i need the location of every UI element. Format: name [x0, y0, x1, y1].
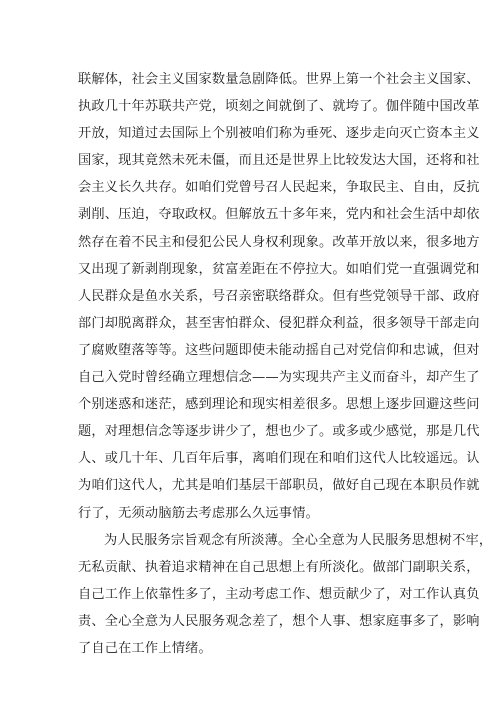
text-line: 责、全心全意为人民服务观念差了，想个人事、想家庭事多了，影响 — [78, 613, 480, 629]
text-line: 剥削、压迫，夺取政权。但解放五十多年来，党内和社会生活中却依 — [78, 207, 480, 223]
text-line: 个别迷惑和迷茫，感到理论和现实相差很多。思想上逐步回避这些问 — [78, 397, 480, 413]
text-line: 开放，知道过去国际上个别被咱们称为垂死、逐步走向灭亡资本主义 — [78, 126, 480, 142]
text-line: 然存在着不民主和侵犯公民人身权利现象。改革开放以来，很多地方 — [78, 234, 480, 250]
text-line: 又出现了新剥削现象，贫富差距在不停拉大。如咱们党一直强调党和 — [78, 261, 480, 277]
text-line: 题，对理想信念等逐步讲少了，想也少了。或多或少感觉，那是几代 — [78, 424, 480, 440]
document-body — [78, 66, 493, 662]
text-line: 行了，无须动脑筋去考虑那么久远事情。 — [78, 505, 319, 521]
text-line: 了自己在工作上情绪。 — [78, 640, 212, 656]
text-line: 人民群众是鱼水关系，号召亲密联络群众。但有些党领导干部、政府 — [78, 288, 480, 304]
text-line: 人、或几十年、几百年后事，离咱们现在和咱们这代人比较遥远。认 — [78, 451, 480, 467]
text-line: 自己入党时曾经确立理想信念——为实现共产主义而奋斗，却产生了 — [78, 370, 480, 386]
text-line: 为人民服务宗旨观念有所淡薄。全心全意为人民服务思想树不牢， — [104, 532, 493, 548]
text-line: 联解体，社会主义国家数量急剧降低。世界上第一个社会主义国家、 — [78, 72, 480, 87]
text-line: 自己工作上依靠性多了，主动考虑工作、想贡献少了，对工作认真负 — [78, 586, 480, 602]
text-line: 了腐败堕落等等。这些问题即使未能动摇自己对党信仰和忠诚，但对 — [78, 342, 480, 358]
text-line: 为咱们这代人，尤其是咱们基层干部职员，做好自己现在本职员作就 — [78, 478, 480, 494]
text-line: 执政几十年苏联共产党，顷刻之间就倒了、就垮了。伽伴随中国改革 — [78, 99, 480, 115]
text-line: 会主义长久共存。如咱们党曾号召人民起来，争取民主、自由，反抗 — [78, 180, 480, 196]
text-line: 国家，现其竟然未死未僵，而且还是世界上比较发达大国，还将和社 — [78, 153, 480, 169]
text-line: 部门却脱离群众，甚至害怕群众、侵犯群众利益，很多领导干部走向 — [78, 315, 480, 331]
text-line: 无私贡献、执着追求精神在自己思想上有所淡化。做部门副职关系， — [78, 559, 480, 575]
